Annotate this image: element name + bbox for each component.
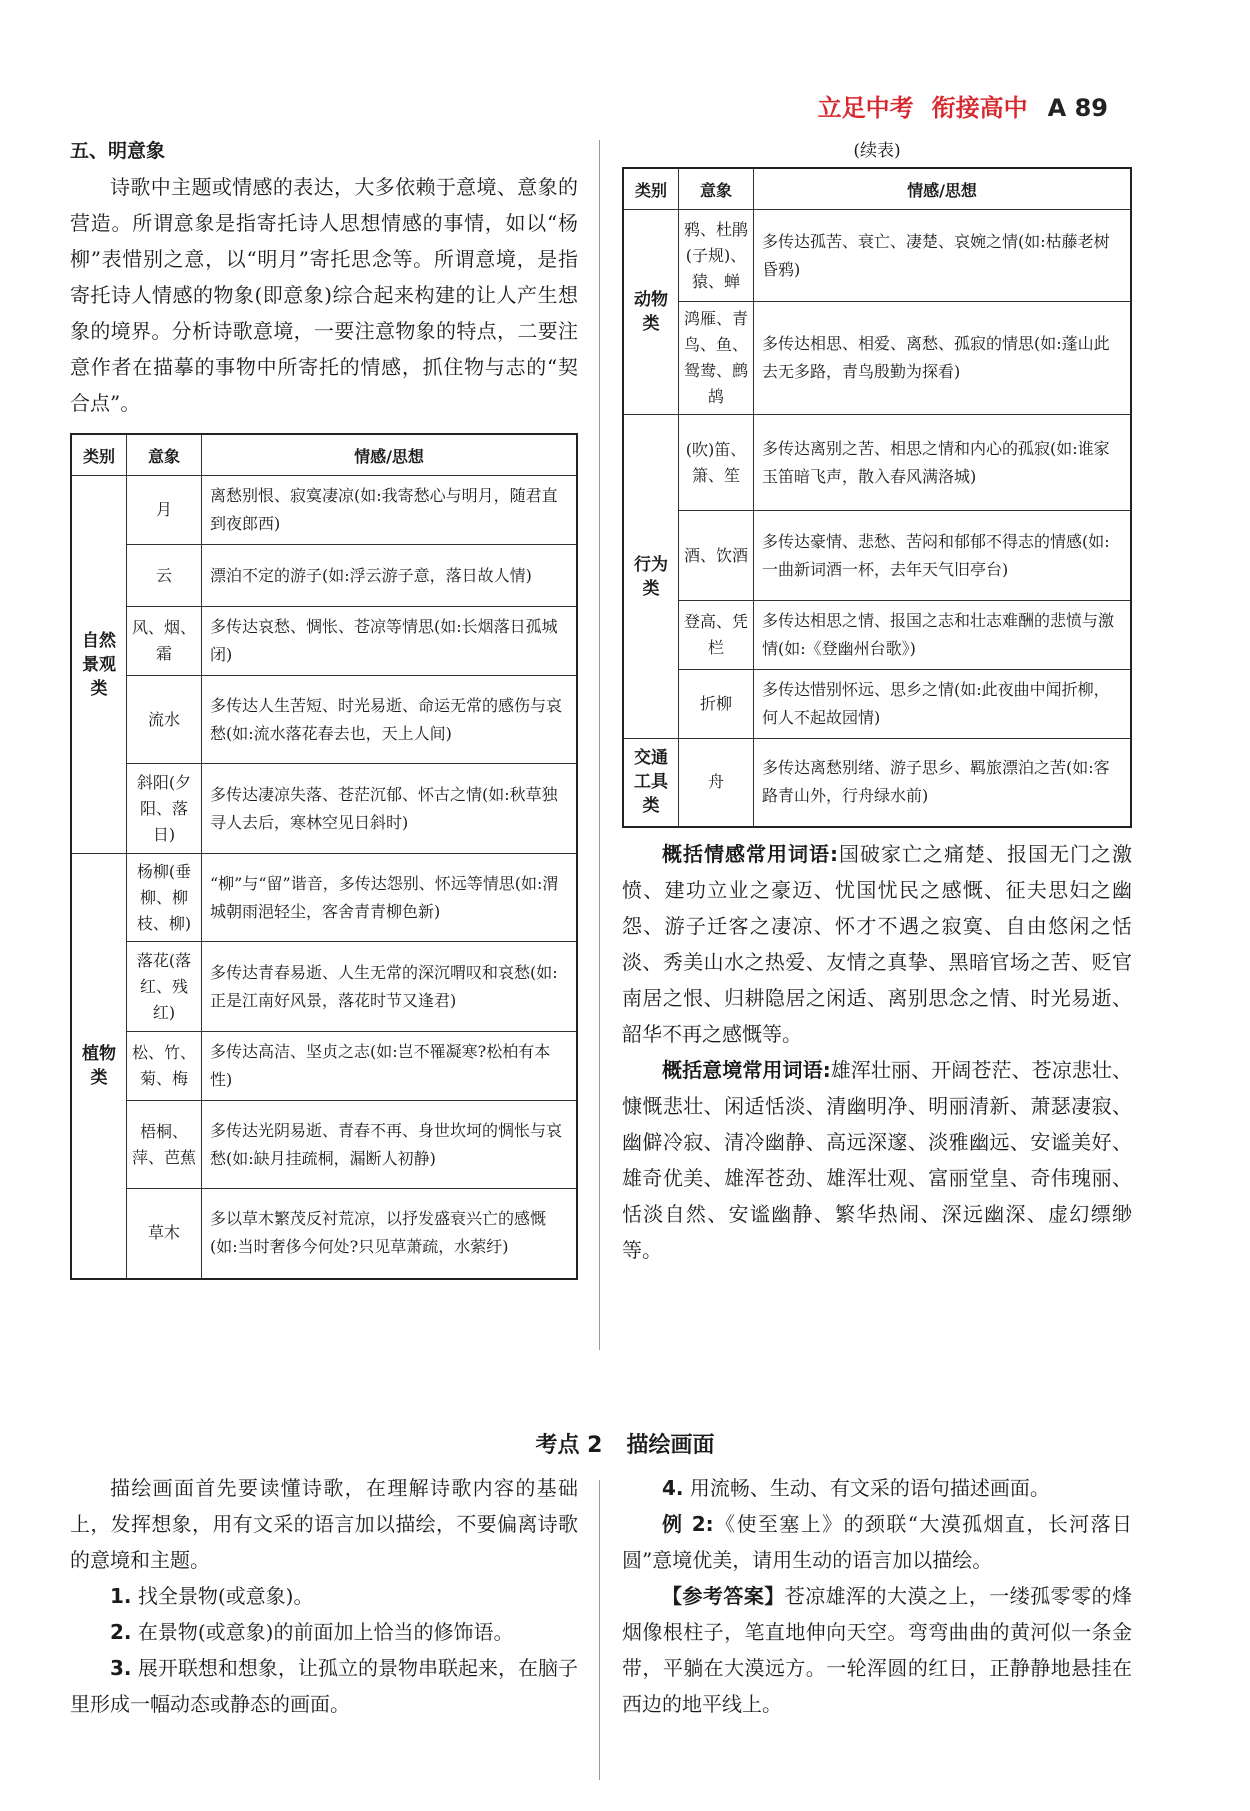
header-image: 意象 — [127, 434, 202, 476]
example-label: 例 2: — [662, 1512, 714, 1536]
imagery-table-left — [70, 433, 578, 1280]
emotion-cell: 多以草木繁茂反衬荒凉，以抒发盛衰兴亡的感慨(如:当时奢侈今何处?只见草萧疏，水萦纡) — [202, 1189, 578, 1279]
category-animal: 动物类 — [623, 210, 679, 415]
step-text: 找全景物(或意象)。 — [137, 1584, 314, 1608]
image-cell: 登高、凭栏 — [679, 601, 754, 670]
emotion-cell: 多传达孤苦、衰亡、凄楚、哀婉之情(如:枯藤老树昏鸦) — [754, 210, 1132, 302]
left-column — [70, 136, 578, 1280]
emotion-cell: 多传达相思之情、报国之志和壮志难酬的悲愤与激情(如:《登幽州台歌》) — [754, 601, 1132, 670]
category-transport: 交通工具类 — [623, 739, 679, 827]
image-cell: 落花(落红、残红) — [127, 942, 202, 1032]
emotion-summary — [622, 836, 1132, 1052]
section-title: 五、明意象 — [70, 140, 166, 162]
image-cell: 杨柳(垂柳、柳枝、柳) — [127, 854, 202, 942]
header-category: 类别 — [623, 168, 679, 210]
step-text: 展开联想和想象，让孤立的景物串联起来，在脑子里形成一幅动态或静态的画面。 — [70, 1656, 579, 1716]
mood-summary-label: 概括意境常用词语: — [662, 1057, 831, 1082]
bottom-right-column — [622, 1470, 1132, 1722]
example-question — [622, 1506, 1132, 1578]
emotion-cell: 多传达相思、相爱、离愁、孤寂的情思(如:蓬山此去无多路，青鸟殷勤为探看) — [754, 302, 1132, 415]
kaodian-title — [0, 1428, 1250, 1459]
emotion-cell: 多传达哀愁、惆怅、苍凉等情思(如:长烟落日孤城闭) — [202, 607, 578, 676]
right-column — [622, 136, 1132, 1268]
draw-scene-intro: 描绘画面首先要读懂诗歌，在理解诗歌内容的基础上，发挥想象，用有文采的语言加以描绘，不要偏离诗歌的意境和主题。 — [70, 1476, 578, 1572]
kaodian-name: 描绘画面 — [626, 1433, 715, 1458]
header-title-left: 立足中考 — [817, 94, 914, 122]
category-nature: 自然景观类 — [71, 476, 127, 854]
image-cell: 梧桐、萍、芭蕉 — [127, 1101, 202, 1189]
step-number: 4. — [662, 1476, 684, 1500]
page-header — [818, 88, 1108, 123]
header-image: 意象 — [679, 168, 754, 210]
image-cell: 舟 — [679, 739, 754, 827]
image-cell: 鸦、杜鹃(子规)、猿、蝉 — [679, 210, 754, 302]
emotion-cell: 多传达青春易逝、人生无常的深沉喟叹和哀愁(如:正是江南好风景，落花时节又逢君) — [202, 942, 578, 1032]
step-item — [70, 1614, 578, 1650]
category-behavior: 行为类 — [623, 415, 679, 739]
mood-summary — [622, 1052, 1132, 1268]
step-number: 1. — [110, 1584, 132, 1608]
emotion-cell: 多传达豪情、悲愁、苦闷和郁郁不得志的情感(如:一曲新词酒一杯，去年天气旧亭台) — [754, 511, 1132, 601]
step-item — [70, 1578, 578, 1614]
image-cell: 流水 — [127, 676, 202, 764]
emotion-cell: 多传达高洁、坚贞之志(如:岂不罹凝寒?松柏有本性) — [202, 1032, 578, 1101]
image-cell: 鸿雁、青鸟、鱼、鸳鸯、鹧鸪 — [679, 302, 754, 415]
emotion-cell: 离愁别恨、寂寞凄凉(如:我寄愁心与明月，随君直到夜郎西) — [202, 476, 578, 545]
image-cell: 斜阳(夕阳、落日) — [127, 764, 202, 854]
bottom-left-column — [70, 1470, 578, 1722]
answer-text: 苍凉雄浑的大漠之上，一缕孤零零的烽烟像根柱子，笔直地伸向天空。弯弯曲曲的黄河似一条金带，平躺在大漠远方。一轮浑圆的红日，正静静地悬挂在西边的地平线上。 — [622, 1584, 1133, 1716]
image-cell: 折柳 — [679, 670, 754, 739]
image-cell: (吹)笛、箫、笙 — [679, 415, 754, 511]
emotion-cell: 多传达惜别怀远、思乡之情(如:此夜曲中闻折柳，何人不起故园情) — [754, 670, 1132, 739]
emotion-summary-label: 概括情感常用词语: — [662, 841, 838, 866]
imagery-table-right — [622, 167, 1132, 828]
emotion-cell: 漂泊不定的游子(如:浮云游子意，落日故人情) — [202, 545, 578, 607]
image-cell: 松、竹、菊、梅 — [127, 1032, 202, 1101]
emotion-cell: 多传达人生苦短、时光易逝、命运无常的感伤与哀愁(如:流水落花春去也，天上人间) — [202, 676, 578, 764]
step-text: 在景物(或意象)的前面加上恰当的修饰语。 — [137, 1620, 514, 1644]
table-continued-label: (续表) — [853, 141, 901, 161]
emotion-cell: 多传达凄凉失落、苍茫沉郁、怀古之情(如:秋草独寻人去后，寒林空见日斜时) — [202, 764, 578, 854]
header-category: 类别 — [71, 434, 127, 476]
bottom-column-divider — [599, 1480, 600, 1780]
emotion-cell: 多传达离别之苦、相思之情和内心的孤寂(如:谁家玉笛暗飞声，散入春风满洛城) — [754, 415, 1132, 511]
image-cell: 酒、饮酒 — [679, 511, 754, 601]
answer-label: 【参考答案】 — [662, 1584, 785, 1608]
header-title-right: 衔接高中 — [931, 94, 1028, 122]
header-emotion: 情感/思想 — [202, 434, 578, 476]
image-cell: 草木 — [127, 1189, 202, 1279]
section-intro: 诗歌中主题或情感的表达，大多依赖于意境、意象的营造。所谓意象是指寄托诗人思想情感的事情，如以“杨柳”表惜别之意，以“明月”寄托思念等。所谓意境，是指寄托诗人情感的物象(即意象)综合起来构建的让人产生想象的境界。分析诗歌意境，一要注意物象的特点，二要注意作者在描摹的事物中所寄托的情感，抓住物与志的“契合点”。 — [70, 175, 578, 415]
step-item — [622, 1470, 1132, 1506]
step-item — [70, 1650, 578, 1722]
image-cell: 月 — [127, 476, 202, 545]
image-cell: 风、烟、霜 — [127, 607, 202, 676]
step-text: 用流畅、生动、有文采的语句描述画面。 — [689, 1476, 1050, 1500]
emotion-cell: 多传达光阴易逝、青春不再、身世坎坷的惆怅与哀愁(如:缺月挂疏桐，漏断人初静) — [202, 1101, 578, 1189]
emotion-summary-text: 国破家亡之痛楚、报国无门之激愤、建功立业之豪迈、忧国忧民之感慨、征夫思妇之幽怨、游子迁客之凄凉、怀才不遇之寂寞、自由悠闲之恬淡、秀美山水之热爱、友情之真挚、黑暗官场之苦、贬官南居之恨、归耕隐居之闲适、离别思念之情、时光易逝、韶华不再之感慨等。 — [622, 841, 1132, 1046]
emotion-cell: 多传达离愁别绪、游子思乡、羁旅漂泊之苦(如:客路青山外，行舟绿水前) — [754, 739, 1132, 827]
step-number: 2. — [110, 1620, 132, 1644]
mood-summary-text: 雄浑壮丽、开阔苍茫、苍凉悲壮、慷慨悲壮、闲适恬淡、清幽明净、明丽清新、萧瑟凄寂、幽僻冷寂、清冷幽静、高远深邃、淡雅幽远、安谧美好、雄奇优美、雄浑苍劲、雄浑壮观、富丽堂皇、奇伟瑰丽、恬淡自然、安谧幽静、繁华热闹、深远幽深、虚幻缥缈等。 — [622, 1057, 1133, 1262]
step-number: 3. — [110, 1656, 132, 1680]
page-number: A 89 — [1047, 94, 1108, 122]
kaodian-label: 考点 2 — [535, 1433, 603, 1458]
column-divider — [599, 140, 600, 1350]
category-plant: 植物类 — [71, 854, 127, 1279]
emotion-cell: “柳”与“留”谐音，多传达怨别、怀远等情思(如:渭城朝雨浥轻尘，客舍青青柳色新) — [202, 854, 578, 942]
example-text: 《使至塞上》的颈联“大漠孤烟直，长河落日圆”意境优美，请用生动的语言加以描绘。 — [622, 1512, 1132, 1572]
reference-answer — [622, 1578, 1132, 1722]
image-cell: 云 — [127, 545, 202, 607]
header-emotion: 情感/思想 — [754, 168, 1132, 210]
